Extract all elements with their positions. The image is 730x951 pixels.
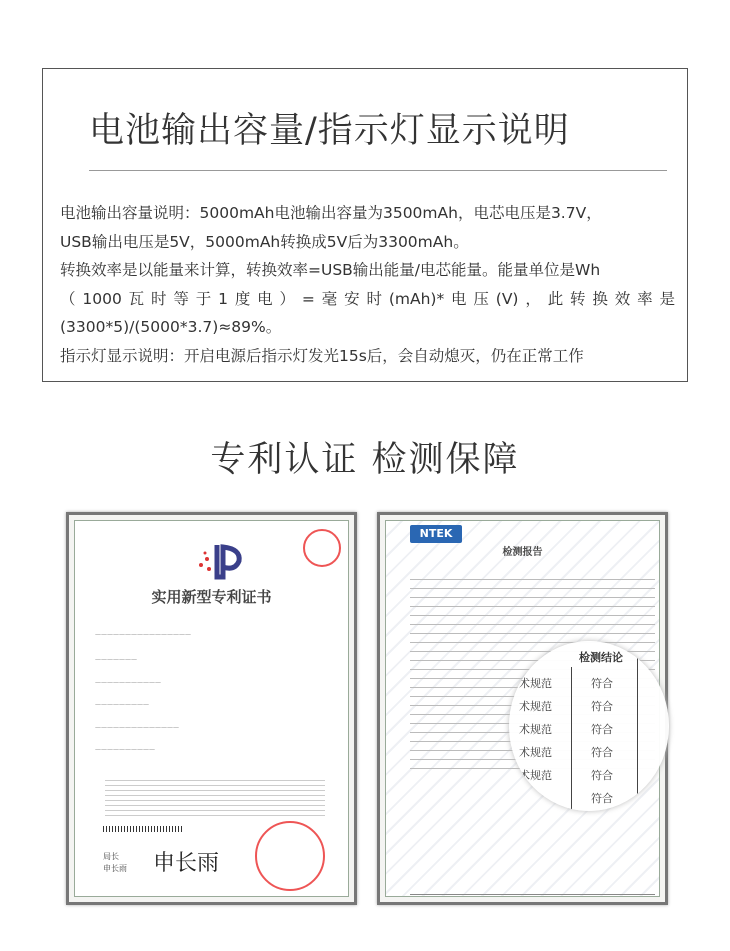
- ntek-logo: NTEK: [410, 525, 462, 543]
- result-cell: 符合: [591, 746, 613, 759]
- red-seal: [303, 529, 341, 567]
- patent-title: 实用新型专利证书: [151, 588, 272, 606]
- barcode: [103, 826, 183, 832]
- director-name: 申长雨: [103, 864, 127, 873]
- info-line: （1000瓦时等于1度电）=毫安时(mAh)*电压(V)，此转换效率是: [60, 289, 675, 308]
- patent-logo-icon: [195, 541, 245, 581]
- result-cell: 符合: [591, 700, 613, 713]
- info-line: 指示灯显示说明：开启电源后指示灯发光15s后，会自动熄灭，仍在正常工作: [60, 346, 584, 365]
- report-title: 检测报告: [502, 547, 543, 558]
- result-header: 检测结论: [579, 651, 623, 664]
- result-cell: 符合: [591, 677, 613, 690]
- test-report-image: [377, 512, 668, 905]
- result-cell: 符合: [591, 723, 613, 736]
- signature: 申长雨: [153, 851, 220, 876]
- info-line: USB输出电压是5V，5000mAh转换成5V后为3300mAh。: [60, 232, 469, 251]
- info-title: 电池输出容量/指示灯显示说明: [89, 111, 570, 151]
- magnified-results: 检测结论 术规范 术规范 术规范 术规范 术规范 符合 符合 符合 符合 符合 符合: [509, 641, 669, 811]
- section-title: 专利认证 检测保障: [210, 440, 520, 480]
- info-line: 转换效率是以能量来计算，转换效率=USB输出能量/电芯能量。能量单位是Wh: [60, 261, 601, 279]
- info-line: (3300*5)/(5000*3.7)≈89%。: [60, 318, 282, 336]
- divider: [89, 170, 667, 171]
- patent-certificate-image: 实用新型专利证书 ———————————————— ——————— ——————————— ————————— —————————————— —————————— 局长 申长雨 申长雨: [66, 512, 357, 905]
- info-text: [60, 199, 675, 370]
- info-line: 电池输出容量说明：5000mAh电池输出容量为3500mAh，电芯电压是3.7V，: [60, 204, 602, 222]
- director-label: 局长: [103, 852, 119, 861]
- info-panel: [42, 68, 688, 382]
- result-cell: 符合: [591, 792, 613, 805]
- result-cell: 符合: [591, 769, 613, 782]
- red-seal: [255, 821, 325, 891]
